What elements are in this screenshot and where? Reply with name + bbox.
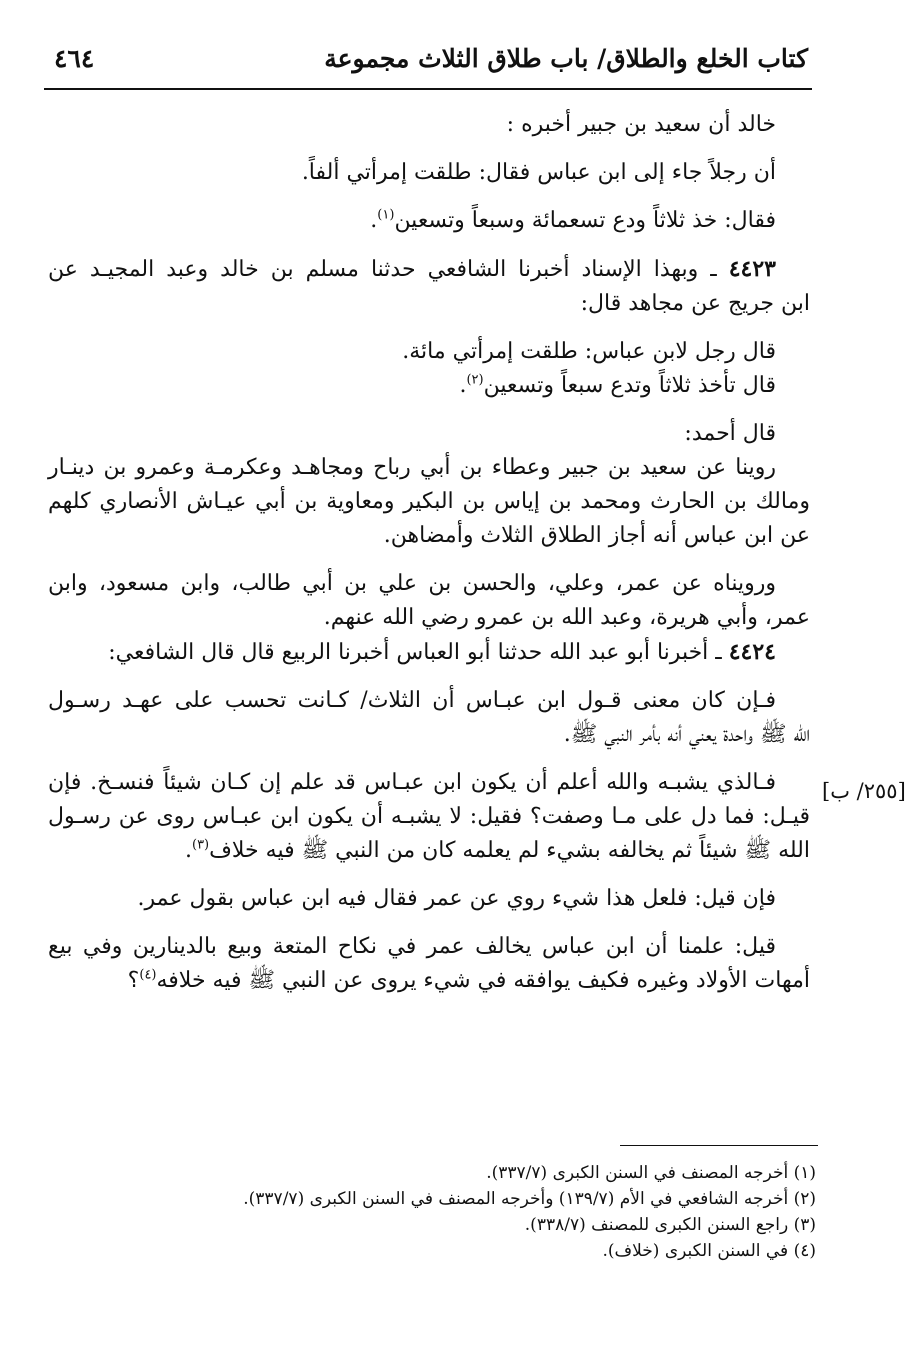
hadith-number: ٤٤٢٣ (728, 256, 776, 282)
text-line: عن ابن عباس أنه أجاز الطلاق الثلاث وأمضاهن. (383, 523, 810, 548)
header-title: كتاب الخلع والطلاق/ باب طلاق الثلاث مجموعة (324, 44, 808, 73)
text-line: روينا عن سعيد بن جبير وعطاء بن أبي رباح ومجاهـد وعكرمـة وعمرو بن دينـار (48, 455, 776, 480)
footnote: (١) أخرجه المصنف في السنن الكبرى (٣٣٧/٧). (486, 1163, 816, 1183)
page-number: ٤٦٤ (54, 44, 95, 73)
hadith-number: ٤٤٢٤ (728, 639, 776, 665)
text-line: قال رجل لابن عباس: طلقت إمرأتي مائة. (402, 339, 776, 364)
text-line: قال أحمد: (684, 421, 776, 446)
text-line: خالد أن سعيد بن جبير أخبره : (506, 112, 776, 137)
footnote-ref: (٢) (466, 372, 484, 388)
header-rule (44, 88, 812, 90)
footnote: (٤) في السنن الكبرى (خلاف). (602, 1241, 816, 1261)
running-header (48, 40, 810, 86)
text-line: أن رجلاً جاء إلى ابن عباس فقال: طلقت إمرأتي ألفاً. (301, 160, 776, 185)
text-line: الله ﷺ واحدة يعني أنه بأمر النبي ﷺ. (563, 722, 810, 747)
footnote: (٣) راجع السنن الكبرى للمصنف (٣٣٨/٧). (524, 1215, 816, 1235)
text-line: فـالذي يشبـه والله أعلم أن يكون ابن عبـاس قد علم إن كـان شيئاً فنسـخ. فإن (48, 770, 776, 795)
text-line: قال تأخذ ثلاثاً وتدع سبعاً وتسعين$^{(٢)}$. (459, 372, 776, 398)
hadith-line: ٤٤٢٤ ـ أخبرنا أبو عبد الله حدثنا أبو العباس أخبرنا الربيع قال قال الشافعي: (108, 639, 776, 665)
footnotes (48, 1160, 816, 1264)
text-line: عمر، وأبي هريرة، وعبد الله بن عمرو رضي الله عنهم. (323, 605, 810, 630)
text-line: فإن قيل: فلعل هذا شيء روي عن عمر فقال فيه ابن عباس بقول عمر. (137, 886, 776, 911)
footnote-ref: (٤) (139, 967, 157, 983)
text-line: ورويناه عن عمر، وعلي، والحسن بن علي بن أبي طالب، وابن مسعود، وابن (48, 571, 776, 596)
footnote: (٢) أخرجه الشافعي في الأم (١٣٩/٧) وأخرجه المصنف في السنن الكبرى (٣٣٧/٧). (243, 1189, 816, 1209)
footnote-ref: (٣) (191, 837, 210, 853)
text-line: قيل: علمنا أن ابن عباس يخالف عمر في نكاح المتعة وبيع بالدينارين وفي بيع (48, 934, 776, 959)
text-line: فقال: خذ ثلاثاً ودع تسعمائة وسبعاً وتسعين$^{(١)}$. (370, 207, 776, 233)
text-line: قيـل: فما دل على مـا وصفت؟ فقيل: لا يشبـه أن يكون ابن عبـاس روى عن رسـول (48, 804, 810, 829)
footnote-ref: (١) (377, 207, 395, 223)
hadith-line: ٤٤٢٣ ـ وبهذا الإسناد أخبرنا الشافعي حدثنا مسلم بن خالد وعبد المجيـد عن (48, 256, 776, 282)
text-line: الله ﷺ شيئاً ثم يخالفه بشيء لم يعلمه كان من النبي ﷺ فيه خلاف$^{(٣)}$. (184, 837, 810, 863)
text-line: فـإن كان معنى قـول ابن عبـاس أن الثلاث/ كـانت تحسب على عهـد رسـول (48, 688, 776, 713)
text-line: ومالك بن الحارث ومحمد بن إياس بن البكير ومعاوية بن أبي عيـاش الأنصاري كلهم (48, 489, 810, 514)
main-text (48, 108, 810, 998)
margin-note: [٢٥٥/ ب] (822, 779, 906, 803)
footnote-rule (620, 1145, 818, 1146)
text-line: ابن جريج عن مجاهد قال: (580, 291, 810, 316)
text-line: أمهات الأولاد وغيره فكيف يوافقه في شيء يروى عن النبي ﷺ فيه خلافه$^{(٤)}$؟ (127, 967, 810, 993)
